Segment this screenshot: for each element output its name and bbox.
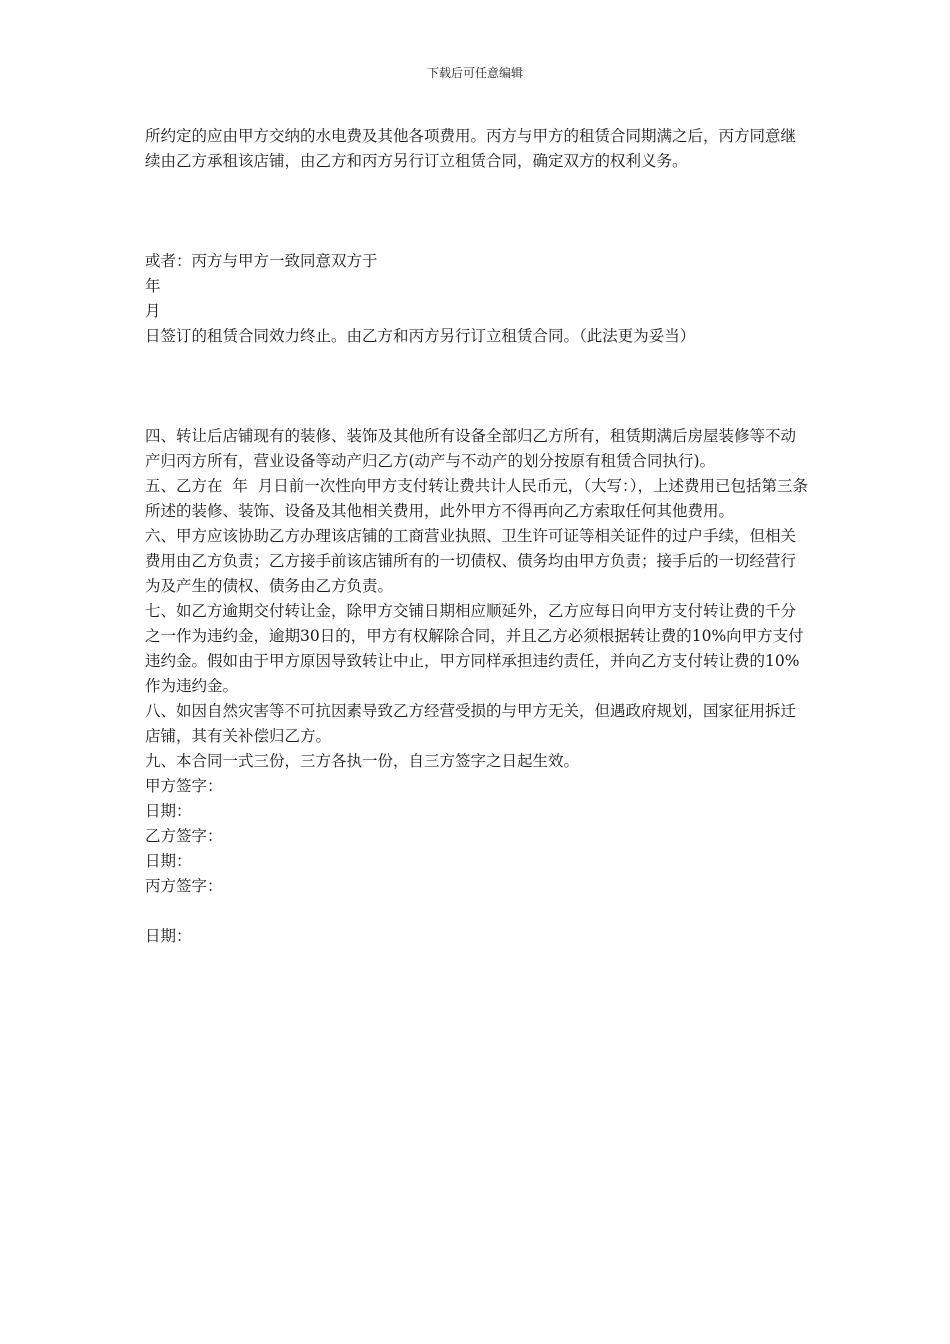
clause-8: 八、如因自然灾害等不可抗因素导致乙方经营受损的与甲方无关，但遇政府规划，国家征用拆迁店铺，其有关补偿归乙方。 bbox=[145, 702, 797, 745]
alt-line-2: 年 bbox=[145, 277, 161, 295]
clause-4: 四、转让后店铺现有的装修、装饰及其他所有设备全部归乙方所有，租赁期满后房屋装修等不动产归丙方所有，营业设备等动产归乙方(动产与不动产的划分按原有租赁合同执行)。 bbox=[145, 427, 797, 470]
clause-5: 五、乙方在 年 月日前一次性向甲方支付转让费共计人民币元，（大写：），上述费用已包括第三条所述的装修、装饰、设备及其他相关费用，此外甲方不得再向乙方索取任何其他费用。 bbox=[145, 477, 808, 520]
signature-party-a: 甲方签字： bbox=[145, 777, 223, 795]
alt-line-4: 日签订的租赁合同效力终止。由乙方和丙方另行订立租赁合同。（此法更为妥当） bbox=[145, 327, 696, 345]
signature-party-b: 乙方签字： bbox=[145, 827, 223, 845]
alt-line-1: 或者：丙方与甲方一致同意双方于 bbox=[145, 252, 378, 270]
intro-paragraph: 所约定的应由甲方交纳的水电费及其他各项费用。丙方与甲方的租赁合同期满之后，丙方同意继续由乙方承租该店铺，由乙方和丙方另行订立租赁合同，确定双方的权利义务。 bbox=[145, 127, 797, 170]
page-header: 下载后可任意编辑 bbox=[426, 66, 523, 80]
clause-7: 七、如乙方逾期交付转让金，除甲方交铺日期相应顺延外，乙方应每日向甲方支付转让费的千分之一作为违约金，逾期30日的，甲方有权解除合同，并且乙方必须根据转让费的10%向甲方支付违约金。假如由于甲方原因导致转让中止，甲方同样承担违约责任，并向乙方支付转让费的10%作为违约金。 bbox=[145, 602, 804, 695]
alt-line-3: 月 bbox=[145, 302, 161, 320]
date-party-c: 日期： bbox=[145, 927, 192, 945]
spacer bbox=[145, 174, 810, 249]
spacer bbox=[145, 899, 810, 924]
document-body bbox=[145, 124, 810, 949]
date-party-a: 日期： bbox=[145, 802, 192, 820]
clause-9: 九、本合同一式三份，三方各执一份，自三方签字之日起生效。 bbox=[145, 752, 580, 770]
date-party-b: 日期： bbox=[145, 852, 192, 870]
signature-party-c: 丙方签字： bbox=[145, 877, 223, 895]
clause-6: 六、甲方应该协助乙方办理该店铺的工商营业执照、卫生许可证等相关证件的过户手续，但相关费用由乙方负责；乙方接手前该店铺所有的一切债权、债务均由甲方负责；接手后的一切经营行为及产生的债权、债务由乙方负责。 bbox=[145, 527, 797, 595]
spacer bbox=[145, 349, 810, 424]
